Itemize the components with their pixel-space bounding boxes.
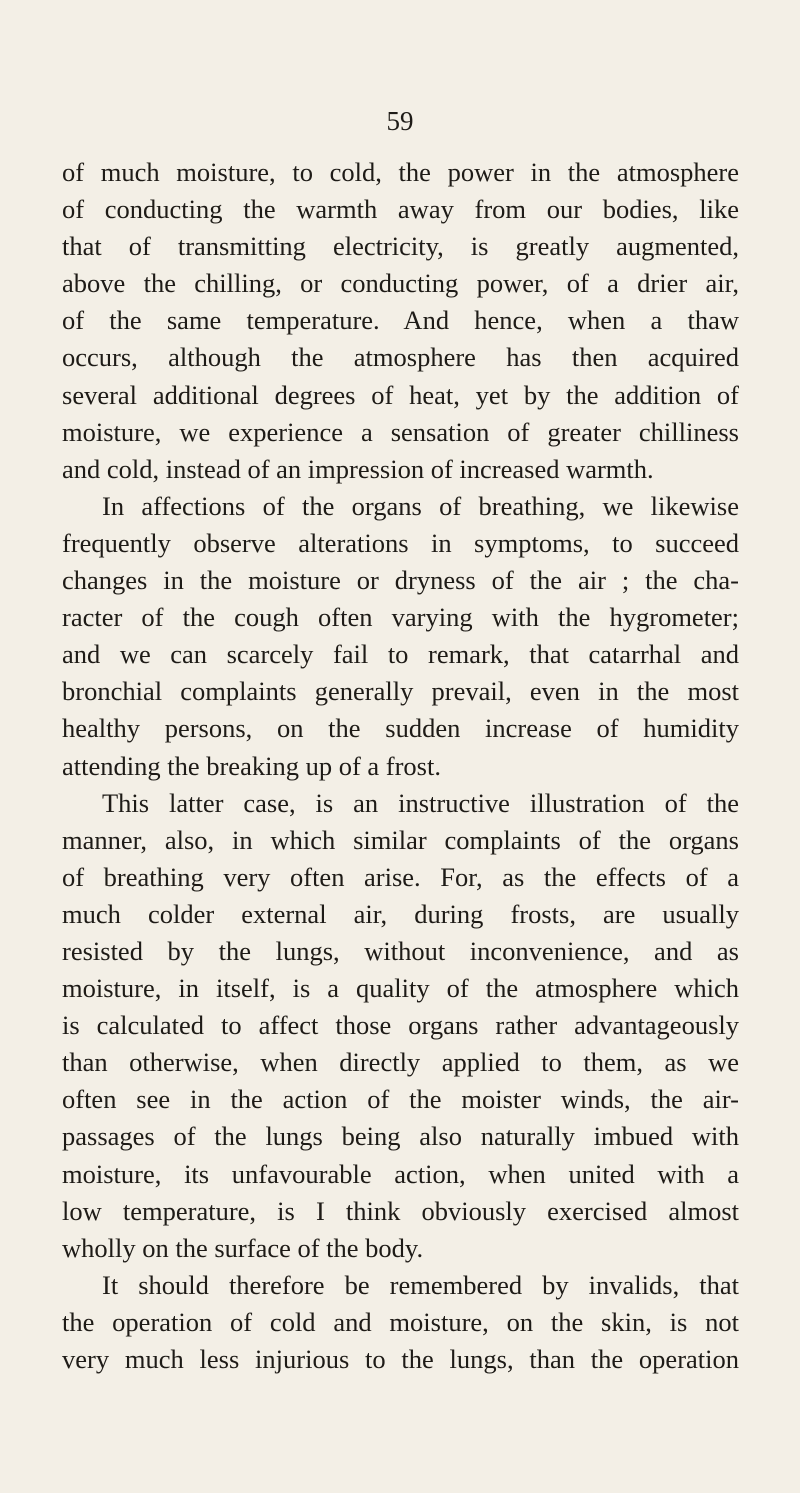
text-line: healthy persons, on the sudden increase of humidity — [62, 713, 739, 744]
text-line: passages of the lungs being also naturally imbued with — [62, 1121, 739, 1152]
text-line: low temperature, is I think obviously exercised almost — [62, 1195, 739, 1226]
text-line: This latter case, is an instructive illustration of the — [102, 787, 739, 818]
page-number: 59 — [386, 106, 414, 136]
body-text — [62, 154, 739, 1378]
text-line: It should therefore be remembered by invalids, that — [102, 1269, 739, 1300]
text-line: wholly on the surface of the body. — [62, 1232, 424, 1263]
text-line: and we can scarcely fail to remark, that catarrhal and — [62, 639, 739, 670]
text-line: very much less injurious to the lungs, than the operation — [62, 1344, 739, 1374]
text-line: moisture, in itself, is a quality of the atmosphere which — [62, 973, 739, 1004]
text-line: moisture, its unfavourable action, when united with a — [62, 1158, 739, 1189]
text-line: often see in the action of the moister winds, the air- — [62, 1084, 739, 1115]
text-line: racter of the cough often varying with the hygrometer; — [62, 602, 739, 633]
text-line: moisture, we experience a sensation of greater chilliness — [62, 416, 739, 447]
text-line: of conducting the warmth away from our bodies, like — [62, 194, 739, 225]
text-line: of breathing very often arise. For, as the effects of a — [62, 861, 739, 892]
text-line: much colder external air, during frosts, are usually — [62, 898, 739, 929]
text-line: of the same temperature. And hence, when a thaw — [62, 305, 739, 336]
text-line: of much moisture, to cold, the power in the atmosphere — [62, 157, 739, 187]
text-line: and cold, instead of an impression of increased warmth. — [62, 453, 654, 484]
text-line: In affections of the organs of breathing, we likewise — [102, 490, 739, 521]
text-line: resisted by the lungs, without inconvenience, and as — [62, 935, 739, 966]
text-line: above the chilling, or conducting power, of a drier air, — [62, 268, 739, 299]
text-line: is calculated to affect those organs rather advantageously — [62, 1010, 739, 1041]
text-line: the operation of cold and moisture, on the skin, is not — [62, 1306, 739, 1337]
text-line: changes in the moisture or dryness of the air ; the cha- — [62, 565, 739, 596]
text-line: than otherwise, when directly applied to them, as we — [62, 1047, 739, 1078]
text-line: frequently observe alterations in symptoms, to succeed — [62, 527, 739, 558]
text-line: occurs, although the atmosphere has then acquired — [62, 342, 739, 373]
text-line: manner, also, in which similar complaints of the organs — [62, 824, 739, 855]
text-line: several additional degrees of heat, yet by the addition of — [62, 379, 739, 410]
text-line: bronchial complaints generally prevail, even in the most — [62, 676, 739, 707]
text-line: attending the breaking up of a frost. — [62, 750, 441, 781]
text-line: that of transmitting electricity, is greatly augmented, — [62, 231, 739, 262]
